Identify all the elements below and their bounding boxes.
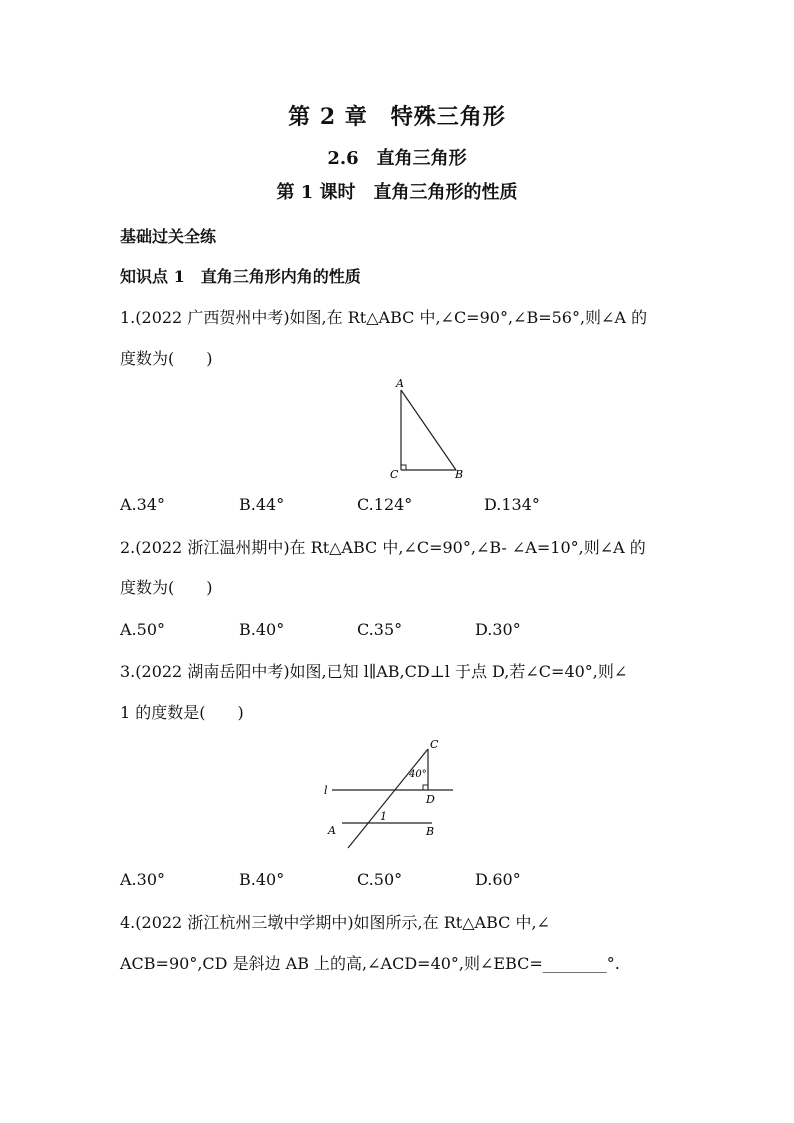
q2-option-a: A.50° bbox=[120, 620, 165, 639]
question-1-line-2: 度数为( ) bbox=[120, 349, 213, 368]
chapter-title: 第 2 章 特殊三角形 bbox=[288, 104, 506, 130]
q1-option-d: D.134° bbox=[484, 495, 540, 514]
right-angle-mark bbox=[423, 785, 428, 790]
question-3-line-2: 1 的度数是( ) bbox=[120, 703, 244, 722]
knowledge-point-heading: 知识点 1 直角三角形内角的性质 bbox=[120, 267, 361, 286]
label-b: B bbox=[455, 468, 464, 481]
label-l: l bbox=[324, 784, 328, 797]
q3-option-b: B.40° bbox=[239, 870, 285, 889]
label-c: C bbox=[390, 468, 399, 481]
label-angle-1: 1 bbox=[380, 810, 387, 823]
question-1-line-1: 1.(2022 广西贺州中考)如图,在 Rt△ABC 中,∠C=90°,∠B=56°,则∠A 的 bbox=[120, 308, 648, 327]
figure-q3-parallel-lines bbox=[320, 735, 460, 853]
q3-option-c: C.50° bbox=[357, 870, 403, 889]
q3-option-a: A.30° bbox=[120, 870, 165, 889]
label-40-degree: 40° bbox=[409, 769, 427, 780]
question-4-line-2: ACB=90°,CD 是斜边 AB 上的高,∠ACD=40°,则∠EBC=________°. bbox=[120, 954, 620, 973]
practice-heading: 基础过关全练 bbox=[120, 227, 217, 246]
section-title: 2.6 直角三角形 bbox=[327, 148, 467, 169]
label-a: A bbox=[396, 377, 404, 390]
question-3-line-1: 3.(2022 湖南岳阳中考)如图,已知 l∥AB,CD⊥l 于点 D,若∠C=40°,则∠ bbox=[120, 662, 628, 681]
q2-option-b: B.40° bbox=[239, 620, 285, 639]
q1-option-a: A.34° bbox=[120, 495, 165, 514]
right-angle-mark bbox=[401, 465, 406, 470]
question-2-line-2: 度数为( ) bbox=[120, 578, 213, 597]
q1-option-c: C.124° bbox=[357, 495, 413, 514]
label-a: A bbox=[328, 824, 336, 837]
q3-option-d: D.60° bbox=[475, 870, 521, 889]
figure-q1-triangle bbox=[385, 376, 475, 486]
question-4-line-1: 4.(2022 浙江杭州三墩中学期中)如图所示,在 Rt△ABC 中,∠ bbox=[120, 913, 550, 932]
q2-option-c: C.35° bbox=[357, 620, 403, 639]
q2-option-d: D.30° bbox=[475, 620, 521, 639]
q1-option-b: B.44° bbox=[239, 495, 285, 514]
transversal bbox=[348, 749, 428, 848]
label-d: D bbox=[426, 793, 435, 806]
label-c: C bbox=[430, 738, 439, 751]
label-b: B bbox=[426, 825, 435, 838]
lesson-title: 第 1 课时 直角三角形的性质 bbox=[276, 182, 518, 203]
side-ab bbox=[401, 390, 456, 470]
question-2-line-1: 2.(2022 浙江温州期中)在 Rt△ABC 中,∠C=90°,∠B- ∠A=10°,则∠A 的 bbox=[120, 538, 646, 557]
